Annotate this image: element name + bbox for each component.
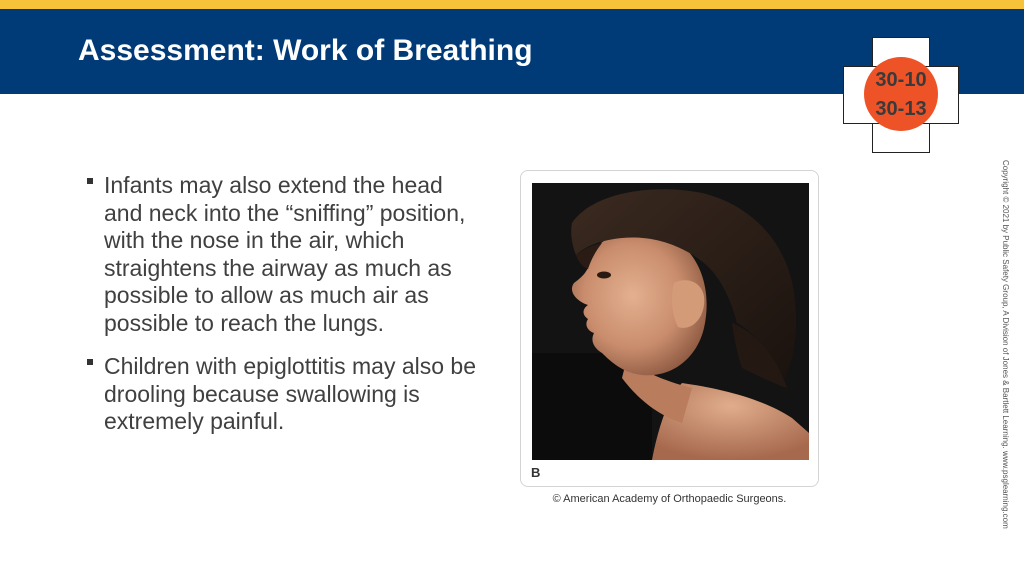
child-profile-photo <box>532 183 809 460</box>
bullet-text: Infants may also extend the head and neck into the “sniffing” position, with the nose in the air, which straightens the airway as much as possible to allow as much air as possible to reach the lungs. <box>104 172 466 336</box>
star-of-life-cross-icon <box>843 37 959 153</box>
bullet-text: Children with epiglottitis may also be drooling because swallowing is extremely painful. <box>104 353 477 434</box>
accent-stripe <box>0 0 1024 9</box>
copyright-notice: Copyright © 2021 by Public Safety Group, A Division of Jones & Bartlett Learning. www.psglearning.com <box>1001 160 1010 529</box>
bullet-item <box>86 172 486 337</box>
panel-label: B <box>531 465 541 480</box>
reference-number-1: 30-10 <box>875 69 927 91</box>
photo-illustration <box>532 183 809 460</box>
reference-number-2: 30-13 <box>875 98 927 120</box>
photo-credit: © American Academy of Orthopaedic Surgeons. <box>552 493 787 505</box>
bullet-list <box>86 172 486 452</box>
figure-frame <box>520 170 819 487</box>
slide-title: Assessment: Work of Breathing <box>78 34 533 67</box>
bullet-item <box>86 353 486 436</box>
square-bullet-icon <box>87 178 93 184</box>
square-bullet-icon <box>87 359 93 365</box>
